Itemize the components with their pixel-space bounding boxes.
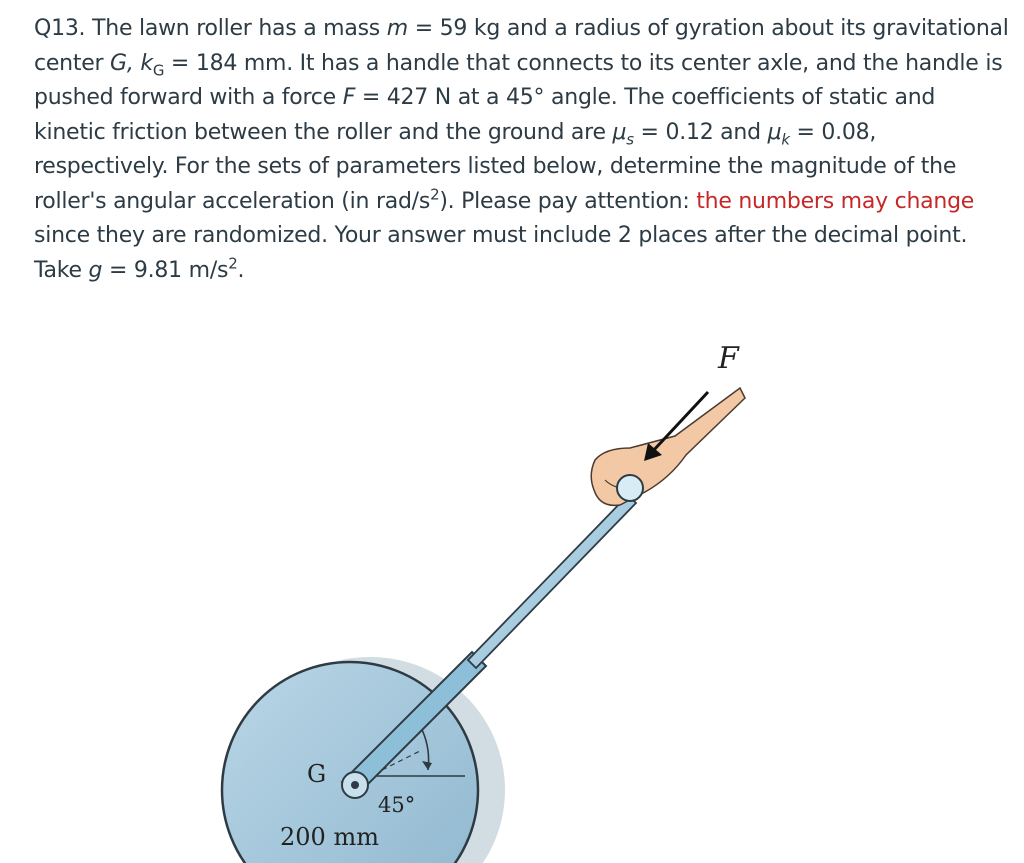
question-paragraph (34, 12, 1009, 288)
force-symbol: F (342, 85, 356, 110)
force-value: = 427 N at a 45° angle. The coefficients of static and kinetic friction between the roller and the ground are (34, 85, 936, 145)
lawn-roller-figure (200, 330, 800, 863)
mu-k-value: = 0.08, respectively. For the sets of parameters listed below, determine the magnitude of the roller's angular acceleration (in rad/s (34, 119, 957, 214)
center-label: G (307, 760, 327, 788)
mass-symbol: m (386, 16, 408, 41)
gravity-symbol: g (88, 257, 103, 283)
mu-k-symbol: μ (767, 119, 782, 145)
question-text (34, 12, 1009, 288)
k-subscript: G (152, 60, 165, 79)
question-number: Q13. (34, 16, 86, 41)
g-center-symbol: G, (110, 50, 134, 76)
q-text-tail: since they are randomized. Your answer must include 2 places after the decimal point. Take (34, 223, 968, 283)
q-text-attention: ). Please pay attention: (439, 188, 690, 214)
mu-s-symbol: μ (612, 119, 627, 145)
units-exponent: 2 (430, 185, 440, 204)
k-symbol: k (140, 50, 153, 76)
mu-s-value: = 0.12 and (640, 119, 761, 145)
force-label: F (718, 341, 739, 376)
radius-label: 200 mm (280, 823, 379, 851)
hand-shape (591, 388, 745, 505)
mass-value: = 59 kg and a radius of gyration about its gravitational center (34, 16, 1009, 76)
hand-illustration (591, 388, 745, 505)
warning-text: the numbers may change (696, 188, 975, 214)
mu-s-subscript: s (626, 129, 634, 148)
handle-grip (617, 475, 643, 501)
gravity-exponent: 2 (228, 254, 238, 273)
mu-k-subscript: k (781, 129, 790, 148)
q-text-1: The lawn roller has a mass (92, 16, 381, 41)
angle-label: 45° (378, 793, 416, 817)
gravity-value: = 9.81 m/s (109, 257, 229, 283)
axle-center-point (351, 781, 359, 789)
handle-rod (468, 495, 636, 668)
q-text-end: . (237, 257, 245, 283)
k-value: = 184 mm. It has a handle that connects to its center axle, and the handle is pushed forward with a force (34, 50, 1003, 110)
